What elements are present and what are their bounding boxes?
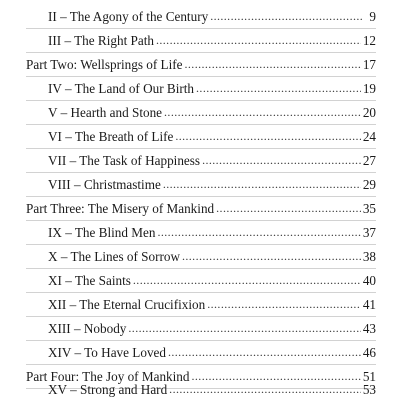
toc-entry[interactable]: [48, 171, 376, 193]
toc-entry-title: II – The Agony of the Century: [48, 9, 209, 24]
toc-entry-page: 43: [362, 321, 376, 336]
toc-entry[interactable]: [48, 3, 376, 25]
toc-entry-page: 38: [362, 249, 376, 264]
dot-leader: [182, 248, 361, 265]
toc-entry-page: 46: [362, 345, 376, 360]
toc-entry-page: 41: [362, 297, 376, 312]
toc-entry[interactable]: [26, 51, 376, 73]
toc-entry-page: 12: [362, 33, 376, 48]
dot-leader: [185, 56, 361, 73]
toc-entry-title: VII – The Task of Happiness: [48, 153, 201, 168]
toc-entry-page: 40: [362, 273, 376, 288]
toc-entry[interactable]: [48, 315, 376, 337]
toc-entry-title: Part Four: The Joy of Mankind: [26, 369, 190, 384]
dot-leader: [207, 296, 361, 313]
toc-entry-title: Part Two: Wellsprings of Life: [26, 57, 183, 72]
toc-entry-page: 53: [362, 382, 376, 397]
toc-entry[interactable]: [48, 243, 376, 265]
dot-leader: [169, 381, 361, 398]
dot-leader: [156, 32, 361, 49]
toc-entry-page: 51: [362, 369, 376, 384]
toc-entry[interactable]: [48, 99, 376, 121]
toc-entry-page: 37: [362, 225, 376, 240]
toc-entry-title: VIII – Christmastime: [48, 177, 161, 192]
toc-entry[interactable]: [48, 123, 376, 145]
dot-leader: [175, 128, 360, 145]
dot-leader: [133, 272, 361, 289]
toc-entry[interactable]: [48, 291, 376, 313]
toc-entry-title: VI – The Breath of Life: [48, 129, 174, 144]
dot-leader: [163, 176, 361, 193]
toc-entry-title: X – The Lines of Sorrow: [48, 249, 180, 264]
toc-entry-page: 29: [362, 177, 376, 192]
toc-entry-title: XII – The Eternal Crucifixion: [48, 297, 206, 312]
toc-entry-title: Part Three: The Misery of Mankind: [26, 201, 215, 216]
toc-entry-page: 35: [362, 201, 376, 216]
toc-entry[interactable]: [48, 376, 376, 398]
toc-entry-page: 27: [362, 153, 376, 168]
toc-entry[interactable]: [48, 147, 376, 169]
toc-entry-page: 17: [362, 57, 376, 72]
toc-entry-page: 19: [362, 81, 376, 96]
toc-entry-title: IX – The Blind Men: [48, 225, 156, 240]
toc-entry-title: XIV – To Have Loved: [48, 345, 166, 360]
toc-entry[interactable]: [48, 75, 376, 97]
dot-leader: [164, 104, 361, 121]
dot-leader: [196, 80, 361, 97]
dot-leader: [157, 224, 360, 241]
toc-entry-title: XIII – Nobody: [48, 321, 127, 336]
toc-entry-title: XI – The Saints: [48, 273, 131, 288]
toc-entry[interactable]: [48, 267, 376, 289]
dot-leader: [216, 200, 361, 217]
toc-entry-page: 20: [362, 105, 376, 120]
toc-entry[interactable]: [48, 27, 376, 49]
toc-entry-page: 24: [362, 129, 376, 144]
dot-leader: [168, 344, 361, 361]
toc-entry-title: XV – Strong and Hard: [48, 382, 168, 397]
toc-entry-title: IV – The Land of Our Birth: [48, 81, 195, 96]
dot-leader: [210, 8, 362, 25]
toc-entry[interactable]: [48, 219, 376, 241]
dot-leader: [202, 152, 361, 169]
toc-entry-title: III – The Right Path: [48, 33, 154, 48]
dot-leader: [128, 320, 360, 337]
toc-entry[interactable]: [26, 195, 376, 217]
toc-entry[interactable]: [48, 339, 376, 361]
toc-entry-page: 9: [369, 9, 376, 24]
toc-entry-title: V – Hearth and Stone: [48, 105, 163, 120]
